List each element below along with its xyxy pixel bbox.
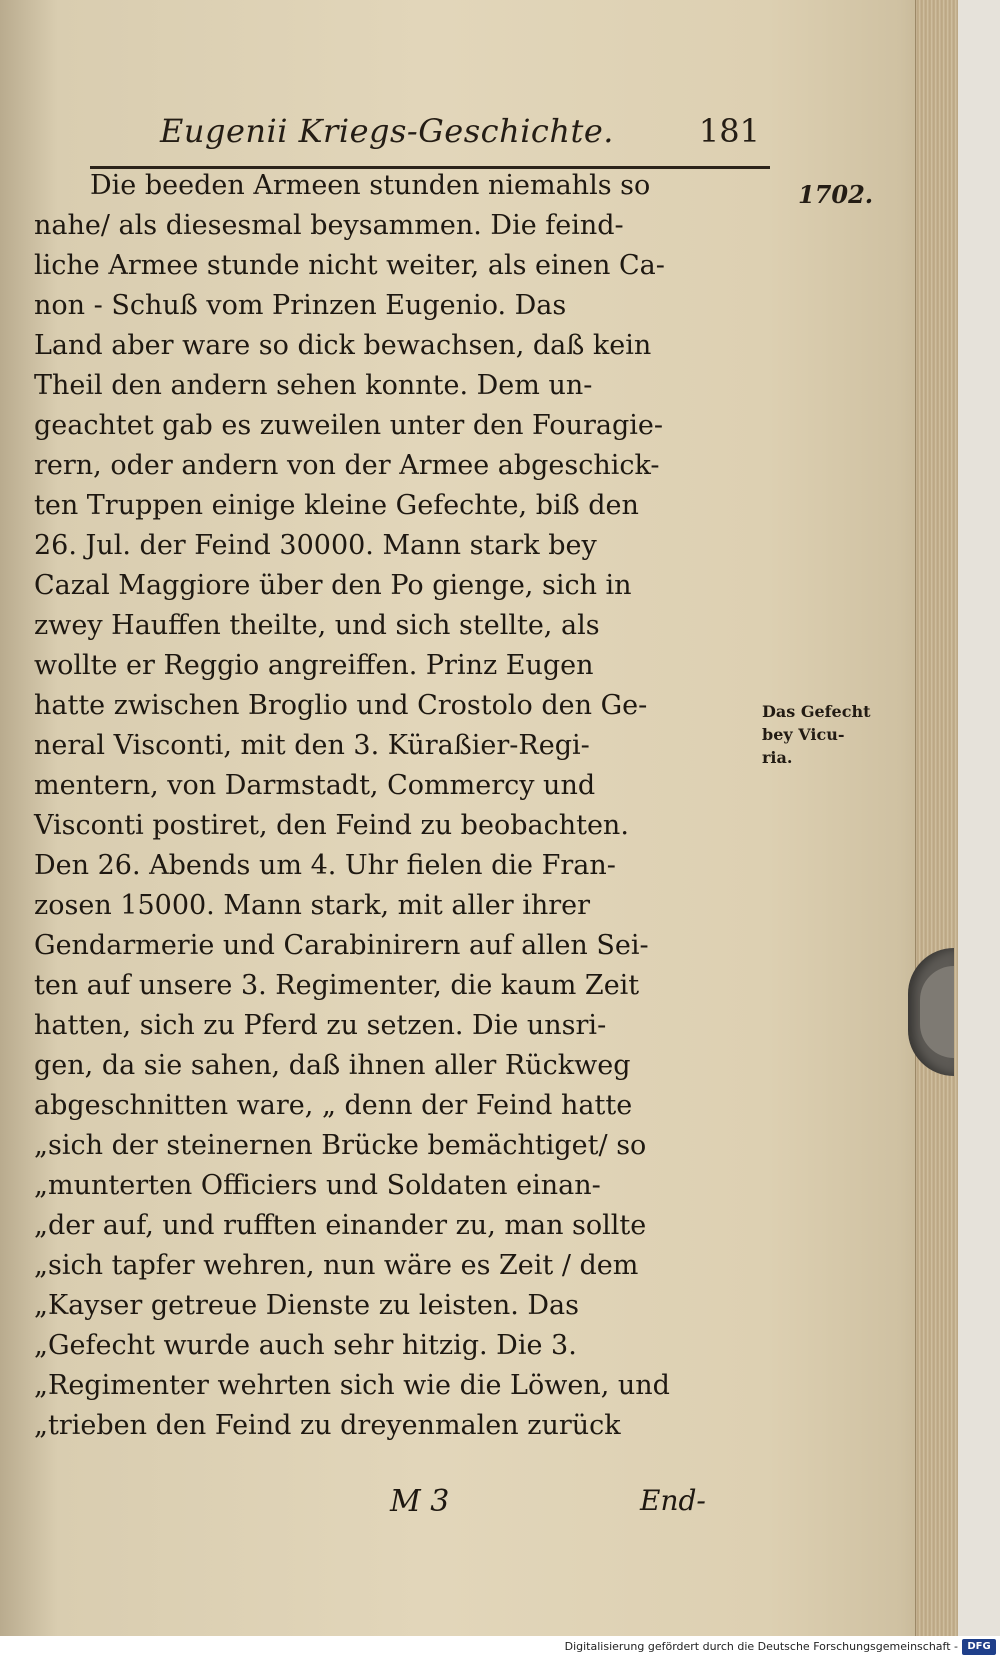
text-line: mentern, von Darmstadt, Commercy und (34, 770, 596, 801)
margin-note-line: bey Vicu- (762, 725, 845, 744)
text-line: „Regimenter wehrten sich wie die Löwen, und (34, 1370, 670, 1401)
text-line: „Kayser getreue Dienste zu leisten. Das (34, 1290, 579, 1321)
text-line: abgeschnitten ware, „ denn der Feind hatte (34, 1090, 633, 1121)
dfg-logo: DFG (962, 1639, 996, 1655)
text-line: wollte er Reggio angreiffen. Prinz Eugen (34, 650, 594, 681)
text-line: zosen 15000. Mann stark, mit aller ihrer (34, 890, 591, 921)
text-line: hatten, sich zu Pferd zu setzen. Die unsri- (34, 1010, 607, 1041)
text-line: neral Visconti, mit den 3. Küraßier-Regi- (34, 730, 590, 761)
page-number: 181 (698, 112, 760, 150)
footer-credit: Digitalisierung gefördert durch die Deutsche Forschungsgemeinschaft - (564, 1640, 958, 1653)
text-line: Land aber ware so dick bewachsen, daß kein (34, 330, 652, 361)
text-line: Die beeden Armeen stunden niemahls so (90, 170, 651, 201)
margin-year: 1702. (798, 180, 874, 209)
text-line: gen, da sie sahen, daß ihnen aller Rückweg (34, 1050, 631, 1081)
footer-bar (0, 1636, 1000, 1659)
page-header (90, 106, 770, 169)
margin-note-line: Das Gefecht (762, 702, 871, 721)
text-line: non - Schuß vom Prinzen Eugenio. Das (34, 290, 567, 321)
catchword: End- (640, 1484, 706, 1517)
text-line: Gendarmerie und Carabinirern auf allen Sei- (34, 930, 649, 961)
text-line: Visconti postiret, den Feind zu beobachten. (34, 810, 629, 841)
text-line: „sich tapfer wehren, nun wäre es Zeit / dem (34, 1250, 639, 1281)
text-line: Cazal Maggiore über den Po gienge, sich in (34, 570, 632, 601)
text-line: hatte zwischen Broglio und Crostolo den Ge- (34, 690, 648, 721)
text-line: „trieben den Feind zu dreyenmalen zurück (34, 1410, 621, 1441)
text-line: 26. Jul. der Feind 30000. Mann stark bey (34, 530, 597, 561)
running-title: Eugenii Kriegs-Geschichte. (160, 112, 614, 150)
text-line: „sich der steinernen Brücke bemächtiget/ so (34, 1130, 647, 1161)
text-line: liche Armee stunde nicht weiter, als einen Ca- (34, 250, 665, 281)
page-edge (915, 0, 958, 1636)
signature-mark: M 3 (390, 1484, 450, 1519)
text-line: geachtet gab es zuweilen unter den Fouragie- (34, 410, 663, 441)
margin-note-line: ria. (762, 748, 793, 767)
text-line: Theil den andern sehen konnte. Dem un- (34, 370, 593, 401)
margin-note (762, 700, 912, 769)
text-line: nahe/ als diesesmal beysammen. Die feind- (34, 210, 624, 241)
text-line: „munterten Officiers und Soldaten einan- (34, 1170, 601, 1201)
text-line: „der auf, und rufften einander zu, man sollte (34, 1210, 647, 1241)
text-line: ten auf unsere 3. Regimenter, die kaum Zeit (34, 970, 640, 1001)
text-line: „Gefecht wurde auch sehr hitzig. Die 3. (34, 1330, 577, 1361)
text-line: ten Truppen einige kleine Gefechte, biß den (34, 490, 639, 521)
text-line: rern, oder andern von der Armee abgeschick- (34, 450, 660, 481)
text-line: zwey Hauffen theilte, und sich stellte, als (34, 610, 600, 641)
text-line: Den 26. Abends um 4. Uhr fielen die Fran- (34, 850, 616, 881)
